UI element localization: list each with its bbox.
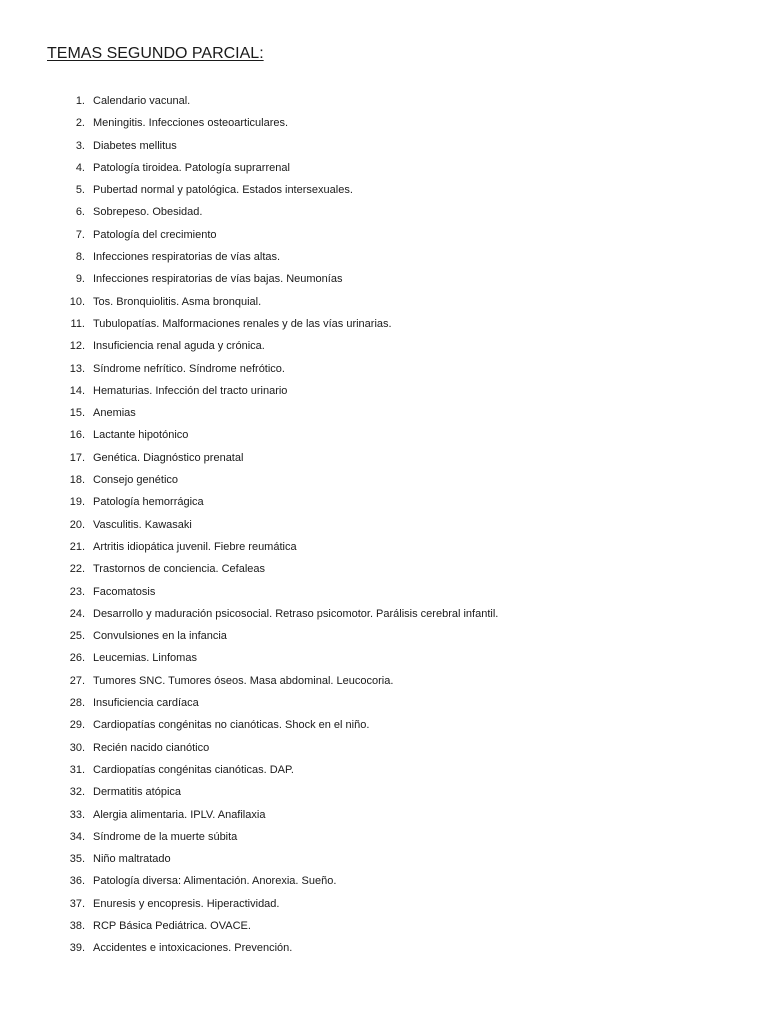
list-item-number: 29.: [69, 719, 85, 732]
list-item-text: Lactante hipotónico: [93, 429, 189, 442]
list-item-text: Hematurias. Infección del tracto urinario: [93, 384, 288, 397]
list-item-number: 34.: [69, 830, 85, 843]
list-item-text: Patología tiroidea. Patología suprarrenal: [93, 161, 290, 174]
list-item: [60, 335, 498, 357]
list-item-number: 28.: [69, 697, 85, 710]
list-item-text: Consejo genético: [93, 474, 179, 487]
list-item: [60, 714, 498, 736]
list-item-text: Dermatitis atópica: [93, 786, 182, 799]
list-item: [60, 157, 498, 179]
list-item: [60, 870, 498, 892]
list-item: [60, 291, 498, 313]
list-item: [60, 670, 498, 692]
list-item-text: RCP Básica Pediátrica. OVACE.: [93, 919, 251, 932]
list-item-text: Cardiopatías congénitas cianóticas. DAP.: [93, 763, 294, 776]
list-item-number: 38.: [69, 919, 85, 932]
list-item-number: 32.: [69, 786, 85, 799]
list-item-text: Tos. Bronquiolitis. Asma bronquial.: [93, 295, 262, 308]
list-item-number: 11.: [70, 317, 85, 330]
list-item-text: Sobrepeso. Obesidad.: [93, 206, 203, 219]
list-item-text: Calendario vacunal.: [93, 95, 191, 107]
list-item: [60, 737, 498, 759]
list-item-text: Síndrome de la muerte súbita: [93, 830, 238, 843]
list-item-number: 5.: [75, 184, 85, 197]
list-item-number: 9.: [75, 273, 85, 286]
list-item-number: 16.: [69, 429, 85, 442]
list-item: [60, 647, 498, 669]
list-item-text: Convulsiones en la infancia: [93, 630, 227, 643]
list-item-text: Niño maltratado: [93, 853, 171, 866]
list-item-text: Alergia alimentaria. IPLV. Anafilaxia: [93, 808, 266, 821]
list-item-number: 10.: [69, 295, 85, 308]
page-title: TEMAS SEGUNDO PARCIAL:: [47, 45, 264, 62]
list-item-number: 37.: [69, 897, 85, 910]
list-item-number: 17.: [69, 451, 85, 464]
list-item: [60, 135, 498, 157]
list-item: [60, 848, 498, 870]
list-item: [60, 313, 498, 335]
list-item: [60, 915, 498, 937]
list-item: [60, 937, 498, 959]
list-item-text: Enuresis y encopresis. Hiperactividad.: [93, 897, 280, 910]
list-item: [60, 179, 498, 201]
list-item-number: 15.: [69, 407, 85, 420]
list-item-number: 24.: [69, 607, 85, 620]
list-item-text: Cardiopatías congénitas no cianóticas. Shock en el niño.: [93, 719, 370, 732]
list-item: [60, 201, 498, 223]
list-item-text: Genética. Diagnóstico prenatal: [93, 451, 244, 464]
list-item-number: 33.: [69, 808, 85, 821]
list-item: [60, 447, 498, 469]
list-item-text: Infecciones respiratorias de vías altas.: [93, 251, 281, 264]
list-item-number: 39.: [69, 942, 85, 955]
list-item: [60, 603, 498, 625]
topic-list: [60, 90, 498, 960]
list-item: [60, 358, 498, 380]
list-item-text: Leucemias. Linfomas: [93, 652, 197, 665]
list-item-text: Desarrollo y maduración psicosocial. Retraso psicomotor. Parálisis cerebral infantil.: [93, 607, 499, 620]
list-item-text: Trastornos de conciencia. Cefaleas: [93, 563, 266, 576]
list-item: [60, 514, 498, 536]
list-item-number: 36.: [69, 875, 85, 888]
list-item-number: 3.: [75, 139, 85, 152]
list-item-text: Insuficiencia cardíaca: [93, 697, 199, 710]
list-item: [60, 268, 498, 290]
list-item-text: Tubulopatías. Malformaciones renales y de las vías urinarias.: [93, 317, 392, 330]
list-item: [60, 759, 498, 781]
list-item-number: 4.: [75, 161, 85, 174]
list-item-number: 35.: [69, 853, 85, 866]
list-item-text: Patología diversa: Alimentación. Anorexia. Sueño.: [93, 875, 337, 888]
list-item: [60, 893, 498, 915]
list-item-text: Meningitis. Infecciones osteoarticulares.: [93, 117, 289, 130]
list-item: [60, 826, 498, 848]
list-item: [60, 581, 498, 603]
list-item-text: Infecciones respiratorias de vías bajas. Neumonías: [93, 273, 343, 286]
list-item-text: Síndrome nefrítico. Síndrome nefrótico.: [93, 362, 285, 375]
list-item-number: 21.: [69, 540, 85, 553]
list-item: [60, 380, 498, 402]
list-item-number: 19.: [69, 496, 85, 509]
list-item: [60, 112, 498, 134]
list-item-number: 27.: [69, 674, 85, 687]
list-item-text: Pubertad normal y patológica. Estados intersexuales.: [93, 184, 353, 197]
list-item-number: 25.: [69, 630, 85, 643]
list-item-text: Accidentes e intoxicaciones. Prevención.: [93, 942, 293, 955]
list-item: [60, 246, 498, 268]
list-item: [60, 224, 498, 246]
list-item-number: 20.: [69, 518, 85, 531]
list-item-text: Insuficiencia renal aguda y crónica.: [93, 340, 265, 353]
list-item-text: Tumores SNC. Tumores óseos. Masa abdominal. Leucocoria.: [93, 674, 394, 687]
list-item-number: 14.: [69, 384, 85, 397]
list-item: [60, 469, 498, 491]
list-item-number: 18.: [69, 474, 85, 487]
list-item-number: 23.: [69, 585, 85, 598]
list-item: [60, 692, 498, 714]
list-item-text: Patología del crecimiento: [93, 228, 217, 241]
list-item: [60, 804, 498, 826]
list-item-text: Diabetes mellitus: [93, 139, 177, 152]
list-item-number: 30.: [69, 741, 85, 754]
list-item-number: 8.: [75, 251, 85, 264]
list-item-number: 12.: [69, 340, 85, 353]
list-item-text: Recién nacido cianótico: [93, 741, 210, 754]
list-item-text: Patología hemorrágica: [93, 496, 204, 509]
list-item: [60, 402, 498, 424]
list-item-number: 1.: [75, 95, 85, 107]
list-item-text: Vasculitis. Kawasaki: [93, 518, 192, 531]
list-item-number: 13.: [69, 362, 85, 375]
list-item-text: Artritis idiopática juvenil. Fiebre reumática: [93, 540, 297, 553]
list-item: [60, 781, 498, 803]
list-item-text: Facomatosis: [93, 585, 156, 598]
list-item-text: Anemias: [93, 407, 136, 420]
list-item-number: 7.: [75, 228, 85, 241]
list-item: [60, 90, 498, 112]
list-item: [60, 536, 498, 558]
list-item-number: 22.: [69, 563, 85, 576]
list-item: [60, 424, 498, 446]
list-item: [60, 558, 498, 580]
list-item-number: 31.: [69, 763, 85, 776]
list-item-number: 6.: [75, 206, 85, 219]
list-item-number: 2.: [75, 117, 85, 130]
list-item: [60, 491, 498, 513]
list-item: [60, 625, 498, 647]
list-item-number: 26.: [69, 652, 85, 665]
